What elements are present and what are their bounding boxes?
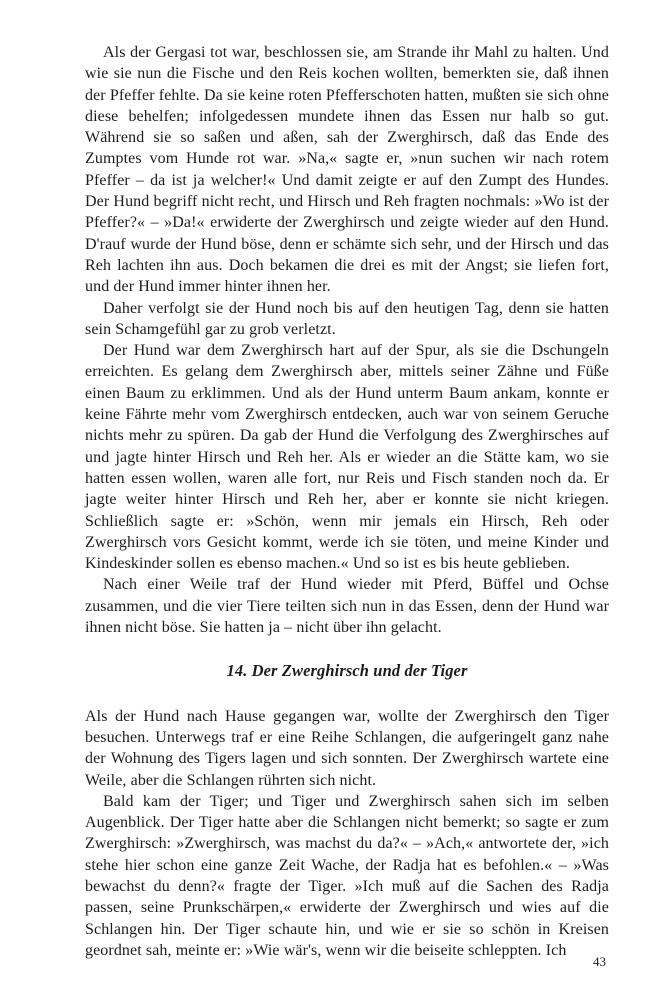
paragraph: Als der Hund nach Hause gegangen war, wollte der Zwerghirsch den Tiger besuchen. Unterwegs traf er eine Reihe Schlangen, die aufgeringelt ganz nahe der Wohnung des Tigers lagen und sich sonnten. Der Zwerghirsch wartete eine Weile, aber die Schlangen rührten sich nicht. <box>85 707 609 789</box>
paragraph: Nach einer Weile traf der Hund wieder mit Pferd, Büffel und Ochse zusammen, und die vier Tiere teilten sich nun in das Essen, denn der Hund war ihnen nicht böse. Sie hatten ja – nicht über ihn gelacht. <box>85 576 609 637</box>
text-block <box>85 42 609 961</box>
paragraph: Als der Gergasi tot war, beschlossen sie, am Strande ihr Mahl zu halten. Und wie sie nun die Fische und den Reis kochen wollten, bemerkten sie, daß ihnen der Pfeffer fehlte. Da sie keine roten Pfefferschoten hatten, mußten sie sich ohne diese behelfen; infolgedessen mundete ihnen das Essen nur halb so gut. Während sie so saßen und aßen, sah der Zwerghirsch, daß das Ende des Zumptes vom Hunde rot war. »Na,« sagte er, »nun suchen wir nach rotem Pfeffer – da ist ja welcher!« Und damit zeigte er auf den Zumpt des Hundes. Der Hund begriff nicht recht, und Hirsch und Reh fragten nochmals: »Wo ist der Pfeffer?« – »Da!« erwiderte der Zwerghirsch und zeigte wieder auf den Hund. D'rauf wurde der Hund böse, denn er schämte sich sehr, und der Hirsch und das Reh lachten ihn aus. Doch bekamen die drei es mit der Angst; sie liefen fort, und der Hund immer hinter ihnen her. <box>85 44 609 296</box>
page-number: 43 <box>593 954 606 969</box>
paragraph: Der Hund war dem Zwerghirsch hart auf der Spur, als sie die Dschungeln erreichten. Es gelang dem Zwerghirsch aber, mittels seiner Zähne und Füße einen Baum zu erklimmen. Und als der Hund unterm Baum ankam, konnte er keine Fährte mehr vom Zwerghirsch entdecken, auch war von seinem Geruche nichts mehr zu spüren. Da gab der Hund die Verfolgung des Zwerghirsches auf und jagte hinter Hirsch und Reh her. Als er wieder an die Stätte kam, wo sie hatten essen wollen, waren alle fort, nur Reis und Fisch standen noch da. Er jagte weiter hinter Hirsch und Reh her, aber er konnte sie nicht kriegen. Schließlich sagte er: »Schön, wenn mir jemals ein Hirsch, Reh oder Zwerghirsch vors Gesicht kommt, werde ich sie töten, und meine Kinder und Kindeskinder sollen es ebenso machen.« Und so ist es bis heute geblieben. <box>85 342 609 573</box>
chapter-heading: 14. Der Zwerghirsch und der Tiger <box>226 661 468 681</box>
paragraph: Bald kam der Tiger; und Tiger und Zwerghirsch sahen sich im selben Augenblick. Der Tiger hatte aber die Schlangen nicht bemerkt; so sagte er zum Zwerghirsch: »Zwerghirsch, was machst du da?« – »Ach,« antwortete der, »ich stehe hier schon eine ganze Zeit Wache, der Radja hat es befohlen.« – »Was bewachst du denn?« fragte der Tiger. »Ich muß auf die Sachen des Radja passen, seine Prunkschärpen,« erwiderte der Zwerghirsch und wies auf die Schlangen hin. Der Tiger schaute hin, und wie er sie so schön in Kreisen geordnet sah, meinte er: »Wie wär's, wenn wir die beiseite schleppten. Ich <box>85 792 609 959</box>
paragraph: Daher verfolgt sie der Hund noch bis auf den heutigen Tag, denn sie hatten sein Schamgefühl gar zu grob verletzt. <box>85 299 609 338</box>
